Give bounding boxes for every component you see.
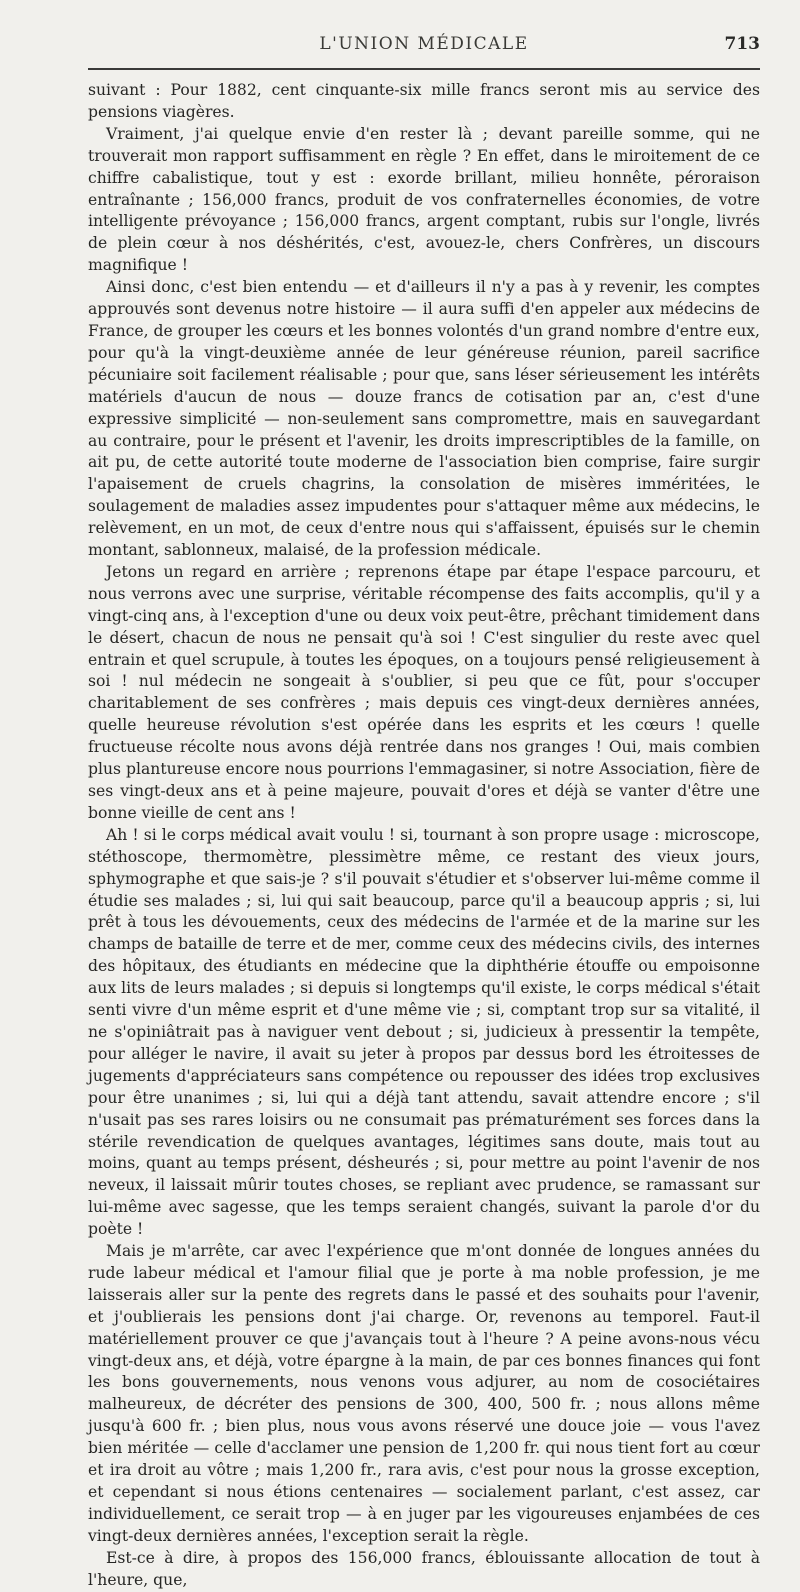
page-number: 713	[724, 34, 760, 54]
paragraph: Vraiment, j'ai quelque envie d'en rester là ; devant pareille somme, qui ne trouverait mon rapport suffisamment en règle ? En effet, dans le miroitement de ce chiffre cabalistique, tout y est : exorde brillant, milieu honnête, péroraison entraînante ; 156,000 francs, produit de vos confraternelles économies, de votre intelligente prévoyance ; 156,000 francs, argent comptant, rubis sur l'ongle, livrés de plein cœur à nos déshérités, c'est, avouez-le, chers Confrères, un discours magnifique !	[88, 124, 760, 275]
running-header	[88, 28, 760, 62]
paragraph: Ah ! si le corps médical avait voulu ! si, tournant à son propre usage : microscope, stéthoscope, thermomètre, plessimètre même, ce restant des vieux jours, sphymographe et que sais-je ? s'il pouvait s'étudier et s'observer lui-même comme il étudie ses malades ; si, lui qui sait beaucoup, parce qu'il a beaucoup appris ; si, lui prêt à tous les dévouements, ceux des médecins de l'armée et de la marine sur les champs de bataille de terre et de mer, comme ceux des médecins civils, des internes des hôpitaux, des étudiants en médecine que la diphthérie étouffe ou empoisonne aux lits de leurs malades ; si depuis si longtemps qu'il existe, le corps médical s'était senti vivre d'un même esprit et d'une même vie ; si, comptant trop sur sa vitalité, il ne s'opiniâtrait pas à naviguer vent debout ; si, judicieux à pressentir la tempête, pour alléger le navire, il avait su jeter à propos par dessus bord les étroitesses de jugements d'appréciateurs sans compétence ou repousser des idées trop exclusives pour être unanimes ; si, lui qui a déjà tant attendu, savait attendre encore ; s'il n'usait pas ses rares loisirs ou ne consumait pas prématurément ses forces dans la stérile revendication de quelques avantages, légitimes sans doute, mais tout au moins, quant au temps présent, désheurés ; si, pour mettre au point l'avenir de nos neveux, il laissait mûrir toutes choses, se repliant avec prudence, se ramassant sur lui-même avec sagesse, que les temps seraient changés, suivant la parole d'or du poète !	[88, 825, 760, 1239]
paragraph: Jetons un regard en arrière ; reprenons étape par étape l'espace parcouru, et nous verrons avec une surprise, véritable récompense des faits accomplis, qu'il y a vingt-cinq ans, à l'exception d'une ou deux voix peut-être, prêchant timidement dans le désert, chacun de nous ne pensait qu'à soi ! C'est singulier du reste avec quel entrain et quel scrupule, à toutes les époques, on a toujours pensé religieusement à soi ! nul médecin ne songeait à s'oublier, si peu que ce fût, pour s'occuper charitablement de ses confrères ; mais depuis ces vingt-deux dernières années, quelle heureuse révolution s'est opérée dans les esprits et les cœurs ! quelle fructueuse récolte nous avons déjà rentrée dans nos granges ! Oui, mais combien plus plantureuse encore nous pourrions l'emmagasiner, si notre Association, fière de ses vingt-deux ans et à peine majeure, pouvait d'ores et déjà se vanter d'être une bonne vieille de cent ans !	[88, 562, 760, 822]
journal-title: L'UNION MÉDICALE	[319, 34, 529, 54]
paragraph: Mais je m'arrête, car avec l'expérience que m'ont donnée de longues années du rude labeur médical et l'amour filial que je porte à ma noble profession, je me laisserais aller sur la pente des regrets dans le passé et des souhaits pour l'avenir, et j'oublierais les pensions dont j'ai charge. Or, revenons au temporel. Faut-il matériellement prouver ce que j'avançais tout à l'heure ? A peine avons-nous vécu vingt-deux ans, et déjà, votre épargne à la main, de par ces bonnes finances qui font les bons gouvernements, nous venons vous adjurer, au nom de cosociétaires malheureux, de décréter des pensions de 300, 400, 500 fr. ; nous allons même jusqu'à 600 fr. ; bien plus, nous vous avons réservé une douce joie — vous l'avez bien méritée — celle d'acclamer une pension de 1,200 fr. qui nous tient fort au cœur et ira droit au vôtre ; mais 1,200 fr., rara avis, c'est pour nous la grosse exception, et cependant si nous étions centenaires — socialement parlant, c'est assez, car individuellement, ce serait trop — à en juger par les vigoureuses enjambées de ces vingt-deux dernières années, l'exception serait la règle.	[88, 1242, 760, 1545]
paragraph: Ainsi donc, c'est bien entendu — et d'ailleurs il n'y a pas à y revenir, les comptes approuvés sont devenus notre histoire — il aura suffi d'en appeler aux médecins de France, de grouper les cœurs et les bonnes volontés d'un grand nombre d'entre eux, pour qu'à la vingt-deuxième année de leur généreuse réunion, pareil sacrifice pécuniaire soit facilement réalisable ; pour que, sans léser sérieusement les intérêts matériels d'aucun de nous — douze francs de cotisation par an, c'est d'une expressive simplicité — non-seulement sans compromettre, mais en sauvegardant au contraire, pour le présent et l'avenir, les droits imprescriptibles de la famille, on ait pu, de cette autorité toute moderne de l'association bien comprise, faire surgir l'apaisement de cruels chagrins, la consolation de misères imméritées, le soulagement de maladies assez impudentes pour s'attaquer même aux médecins, le relèvement, en un mot, de ceux d'entre nous qui s'affaissent, épuisés sur le chemin montant, sablonneux, malaisé, de la profession médicale.	[88, 278, 760, 560]
paragraph: suivant : Pour 1882, cent cinquante-six mille francs seront mis au service des pensions viagères.	[88, 81, 760, 121]
header-rule	[88, 68, 760, 70]
paragraph: Est-ce à dire, à propos des 156,000 francs, éblouissante allocation de tout à l'heure, que,	[88, 1548, 760, 1589]
article-body	[88, 80, 760, 1592]
